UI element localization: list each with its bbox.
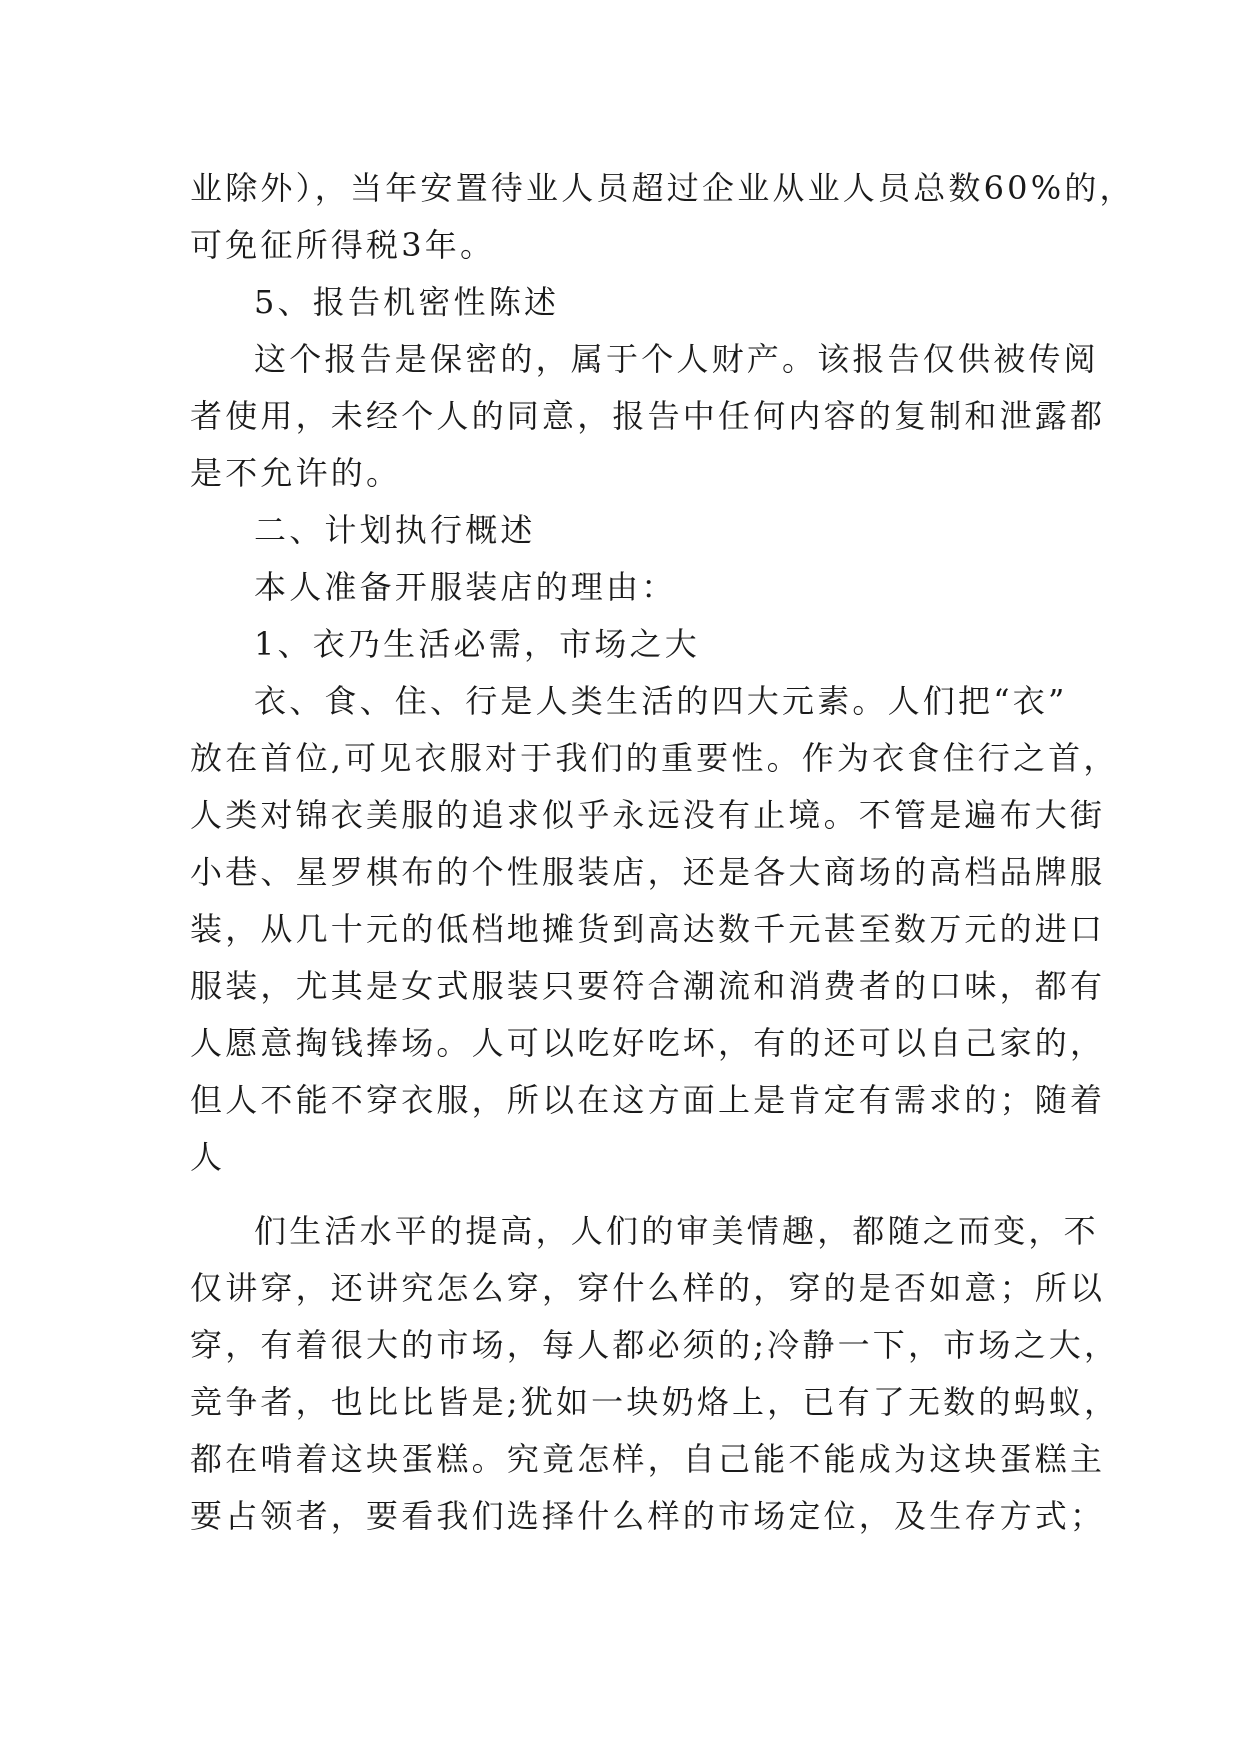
section-heading: 二、计划执行概述 [254, 511, 536, 549]
paragraph-line: 但人不能不穿衣服，所以在这方面上是肯定有需求的；随着 [190, 1081, 1106, 1119]
paragraph-line: 可免征所得税3年。 [190, 226, 496, 264]
paragraph-line: 本人准备开服装店的理由： [254, 568, 677, 606]
paragraph-line: 小巷、星罗棋布的个性服装店，还是各大商场的高档品牌服 [190, 853, 1106, 891]
subsection-heading: 1、衣乃生活必需，市场之大 [254, 625, 700, 663]
paragraph-line: 人 [190, 1138, 226, 1176]
paragraph-line: 衣、食、住、行是人类生活的四大元素。人们把“衣” [254, 682, 1068, 720]
paragraph-line: 竞争者，也比比皆是;犹如一块奶烙上，已有了无数的蚂蚁， [190, 1383, 1120, 1421]
paragraph-line: 穿，有着很大的市场，每人都必须的;冷静一下，市场之大， [190, 1326, 1120, 1364]
paragraph-line: 这个报告是保密的，属于个人财产。该报告仅供被传阅 [254, 340, 1099, 378]
paragraph-line: 放在首位,可见衣服对于我们的重要性。作为衣食住行之首， [190, 739, 1119, 777]
paragraph-line: 要占领者，要看我们选择什么样的市场定位，及生存方式； [190, 1497, 1106, 1535]
paragraph-line: 人类对锦衣美服的追求似乎永远没有止境。不管是遍布大街 [190, 796, 1106, 834]
paragraph-line: 者使用，未经个人的同意，报告中任何内容的复制和泄露都 [190, 397, 1106, 435]
paragraph-line: 们生活水平的提高，人们的审美情趣，都随之而变，不 [254, 1212, 1099, 1250]
paragraph-line: 是不允许的。 [190, 454, 402, 492]
paragraph-line: 业除外），当年安置待业人员超过企业从业人员总数60%的， [190, 169, 1135, 207]
paragraph-line: 仅讲穿，还讲究怎么穿，穿什么样的，穿的是否如意；所以 [190, 1269, 1106, 1307]
paragraph-line: 装，从几十元的低档地摊货到高达数千元甚至数万元的进口 [190, 910, 1106, 948]
paragraph-line: 都在啃着这块蛋糕。究竟怎样，自己能不能成为这块蛋糕主 [190, 1440, 1106, 1478]
section-heading: 5、报告机密性陈述 [254, 283, 560, 321]
paragraph-line: 人愿意掏钱捧场。人可以吃好吃坏，有的还可以自己家的， [190, 1024, 1106, 1062]
paragraph-line: 服装，尤其是女式服装只要符合潮流和消费者的口味，都有 [190, 967, 1106, 1005]
